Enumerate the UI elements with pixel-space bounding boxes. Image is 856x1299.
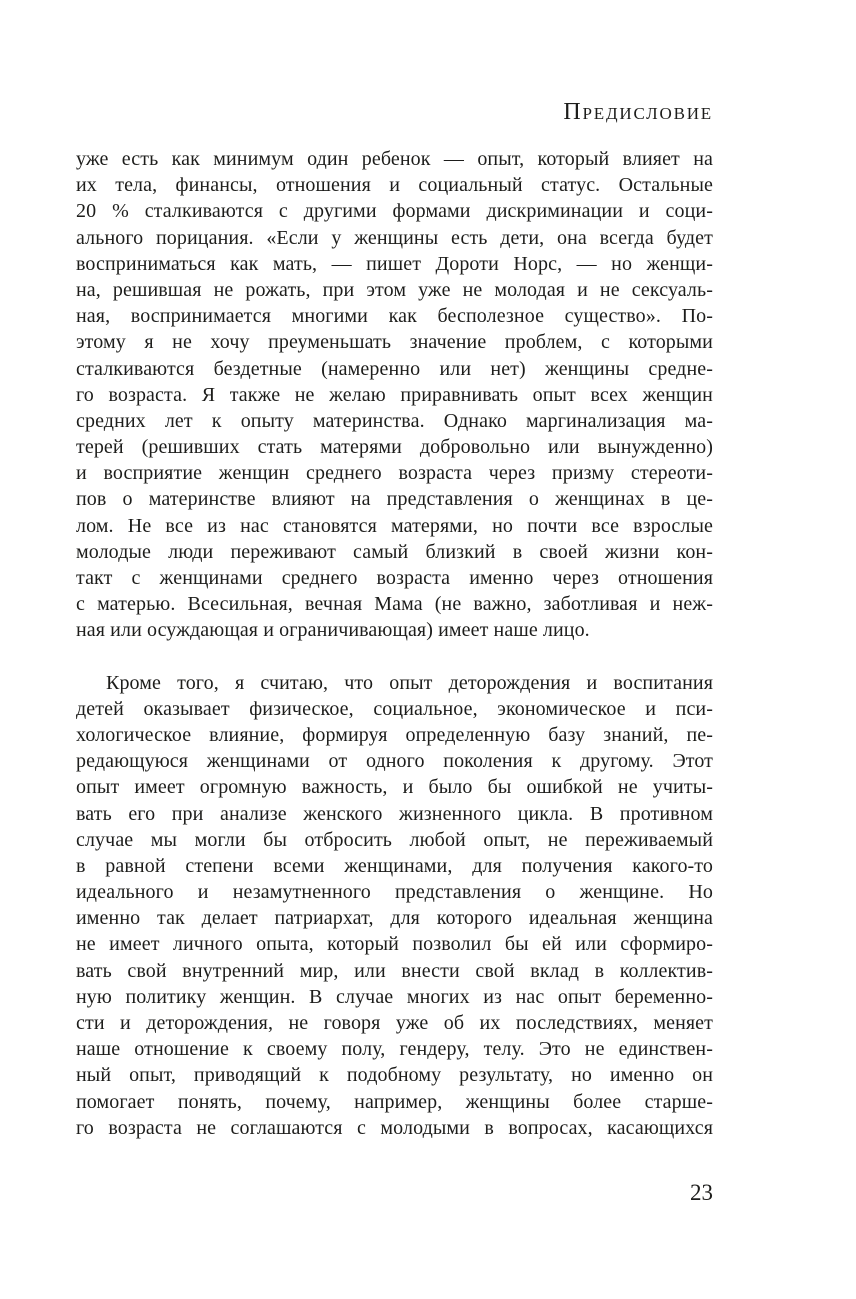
- text-line: го возраста не соглашаются с молодыми в вопросах, касающихся: [76, 1116, 713, 1139]
- text-line: на, решившая не рожать, при этом уже не молодая и не сексуаль-: [76, 278, 713, 301]
- body-text: [76, 146, 713, 1141]
- text-line: помогает понять, почему, например, женщины более старше-: [76, 1090, 713, 1113]
- text-line: сти и деторождения, не говоря уже об их последствиях, меняет: [76, 1012, 713, 1034]
- text-line: лом. Не все из нас становятся матерями, но почти все взрослые: [76, 514, 713, 537]
- text-line: вать свой внутренний мир, или внести свой вклад в коллектив-: [76, 959, 713, 982]
- text-line: восприниматься как мать, — пишет Дороти Норс, — но женщи-: [76, 252, 713, 275]
- text-line: терей (решивших стать матерями добровольно или вынужденно): [76, 436, 713, 459]
- text-line: вать его при анализе женского жизненного цикла. В противном: [76, 802, 713, 825]
- text-line: пов о материнстве влияют на представления о женщинах в це-: [76, 488, 713, 511]
- paragraph: [76, 146, 713, 644]
- text-line: редающуюся женщинами от одного поколения к другому. Этот: [76, 750, 713, 773]
- text-line: именно так делает патриархат, для которого идеальная женщина: [76, 907, 713, 930]
- text-line: молодые люди переживают самый близкий в своей жизни кон-: [76, 540, 713, 563]
- text-line: наше отношение к своему полу, гендеру, телу. Это не единствен-: [76, 1038, 713, 1061]
- text-line: в равной степени всеми женщинами, для получения какого-то: [76, 854, 713, 877]
- running-head: Предисловие: [563, 99, 713, 125]
- text-line: с матерью. Всесильная, вечная Мама (не важно, заботливая и неж-: [76, 593, 713, 616]
- text-line: ная, воспринимается многими как бесполезное существо». По-: [76, 305, 713, 328]
- text-line: и восприятие женщин среднего возраста через призму стереоти-: [76, 462, 713, 485]
- text-line: хологическое влияние, формируя определенную базу знаний, пе-: [76, 723, 713, 746]
- paragraph: [76, 670, 713, 1141]
- text-line: опыт имеет огромную важность, и было бы ошибкой не учиты-: [76, 776, 713, 799]
- text-line: го возраста. Я также не желаю приравнивать опыт всех женщин: [76, 383, 713, 406]
- text-line: этому я не хочу преуменьшать значение проблем, с которыми: [76, 331, 713, 354]
- text-line: уже есть как минимум один ребенок — опыт, который влияет на: [76, 148, 713, 170]
- text-line: случае мы могли бы отбросить любой опыт, не переживаемый: [76, 828, 713, 851]
- text-line: средних лет к опыту материнства. Однако маргинализация ма-: [76, 409, 713, 432]
- text-line: такт с женщинами среднего возраста именно через отношения: [76, 567, 713, 589]
- text-line: ная или осуждающая и ограничивающая) имеет наше лицо.: [76, 619, 590, 642]
- text-line: сталкиваются бездетные (намеренно или нет) женщины средне-: [76, 357, 713, 380]
- text-line: ную политику женщин. В случае многих из нас опыт беременно-: [76, 985, 713, 1008]
- text-line: не имеет личного опыта, который позволил бы ей или сформиро-: [76, 933, 713, 956]
- text-line: детей оказывает физическое, социальное, экономическое и пси-: [76, 697, 713, 720]
- text-line: их тела, финансы, отношения и социальный статус. Остальные: [76, 174, 713, 197]
- text-line: идеального и незамутненного представления о женщине. Но: [76, 881, 713, 904]
- text-line: ный опыт, приводящий к подобному результату, но именно он: [76, 1064, 713, 1087]
- text-line: ального порицания. «Если у женщины есть дети, она всегда будет: [76, 226, 713, 249]
- text-line: Кроме того, я считаю, что опыт деторождения и воспитания: [106, 671, 713, 694]
- text-line: 20 % сталкиваются с другими формами дискриминации и соци-: [76, 200, 713, 223]
- page-number: 23: [690, 1180, 713, 1205]
